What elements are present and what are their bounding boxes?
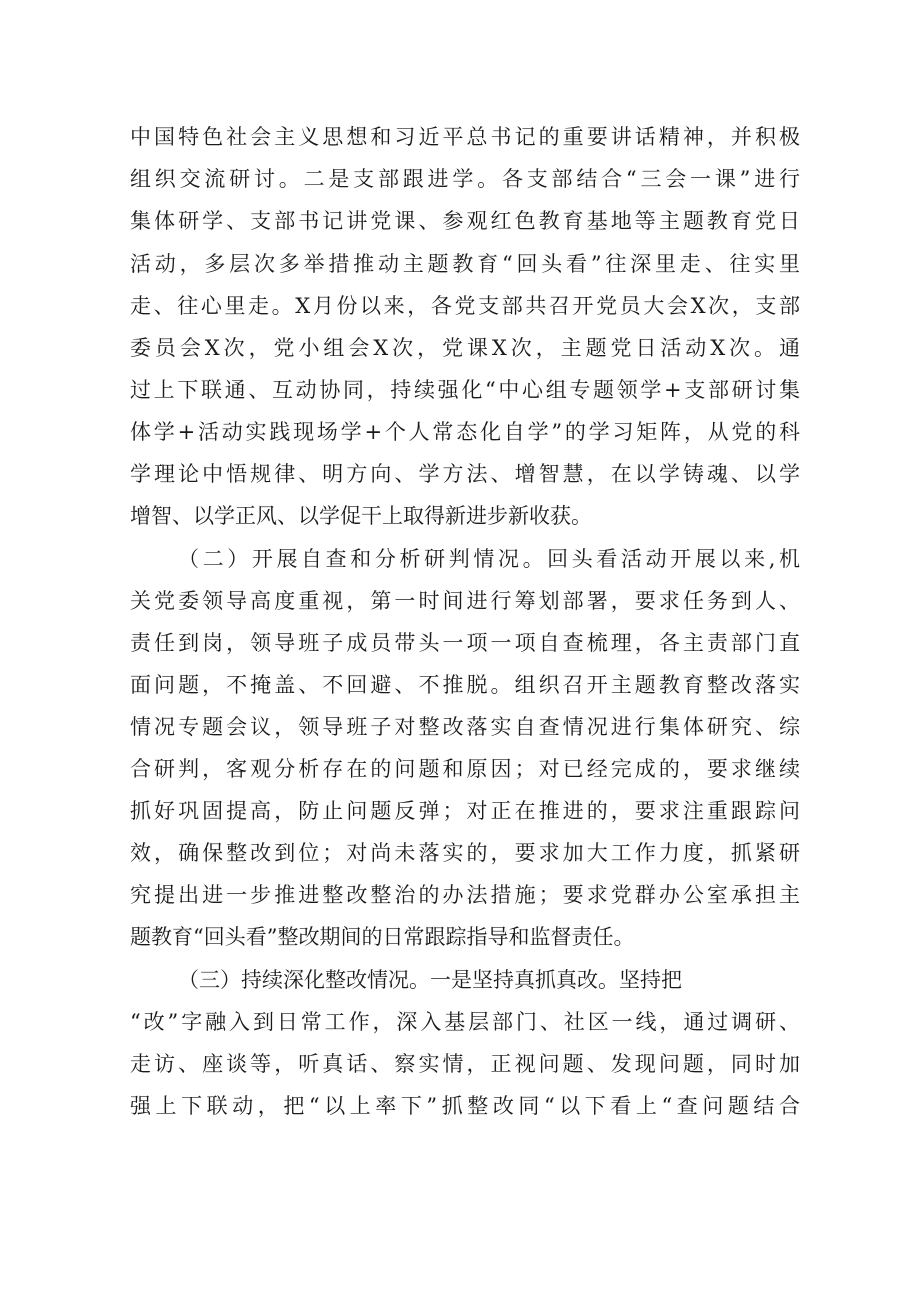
text-line: 题教育“回头看”整改期间的日常跟踪指导和监督责任。 [130,925,635,949]
text-line: 关党委领导高度重视，第一时间进行筹划部署，要求任务到人、 [130,589,800,613]
text-line: （三）持续深化整改情况。一是坚持真抓真改。坚持把 [178,968,682,992]
text-line: 中国特色社会主义思想和习近平总书记的重要讲话精神，并积极 [130,125,800,149]
text-line: 过上下联通、互动协同，持续强化“中心组专题领学+支部研讨集 [130,378,800,402]
text-line: 合研判，客观分析存在的问题和原因；对已经完成的，要求继续 [130,757,800,781]
text-line: 体学+活动实践现场学+个人常态化自学”的学习矩阵，从党的科 [130,420,800,444]
text-line: 集体研学、支部书记讲党课、参观红色教育基地等主题教育党日 [130,209,800,233]
text-line: 活动，多层次多举措推动主题教育“回头看”往深里走、往实里 [130,252,800,276]
text-line: 组织交流研讨。二是支部跟进学。各支部结合“三会一课”进行 [130,167,800,191]
text-line: 走、往心里走。X月份以来，各党支部共召开党员大会X次，支部 [130,294,800,318]
text-line: 强上下联动，把“以上率下”抓整改同“以下看上“查问题结合 [130,1094,800,1118]
text-line: 效，确保整改到位；对尚未落实的，要求加大工作力度，抓紧研 [130,841,800,865]
text-line: 抓好巩固提高，防止问题反弹；对正在推进的，要求注重跟踪问 [130,799,800,823]
text-line: 学理论中悟规律、明方向、学方法、增智慧，在以学铸魂、以学 [130,462,800,486]
text-line: 增智、以学正风、以学促干上取得新进步新收获。 [130,504,592,528]
text-line: 走访、座谈等，听真话、察实情，正视问题、发现问题，同时加 [130,1052,800,1076]
text-line: 究提出进一步推进整改整治的办法措施；要求党群办公室承担主 [130,883,800,907]
text-line: “改”字融入到日常工作，深入基层部门、社区一线，通过调研、 [130,1010,800,1034]
text-line: 委员会X次，党小组会X次，党课X次，主题党日活动X次。通 [130,336,800,360]
text-line: 情况专题会议，领导班子对整改落实自查情况进行集体研究、综 [130,715,800,739]
text-line: 面问题，不掩盖、不回避、不推脱。组织召开主题教育整改落实 [130,673,800,697]
text-line: （二）开展自查和分析研判情况。回头看活动开展以来,机 [178,547,800,571]
text-line: 责任到岗，领导班子成员带头一项一项自查梳理，各主责部门直 [130,631,800,655]
